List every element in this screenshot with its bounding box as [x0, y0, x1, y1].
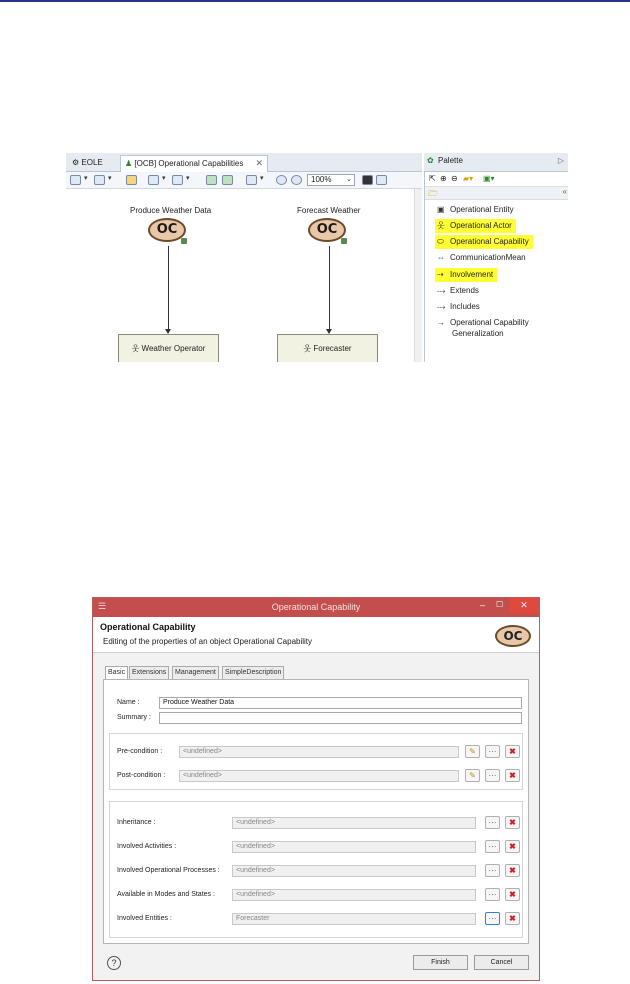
involved-processes-field[interactable]: <undefined> [232, 865, 476, 877]
involvement-link[interactable] [329, 246, 330, 333]
arrow-icon: ⇢ [437, 270, 444, 279]
grid-icon[interactable] [376, 175, 387, 185]
palette-item-label: Operational Entity [450, 205, 514, 214]
inheritance-label: Inheritance : [117, 819, 156, 826]
project-icon: ⚙ [72, 158, 82, 167]
finish-button[interactable]: Finish [413, 955, 468, 970]
ellipsis-icon: ··· [488, 747, 497, 756]
browse-activities-button[interactable] [485, 840, 500, 853]
delete-icon: ✖ [509, 747, 516, 756]
zoom-out-icon[interactable] [291, 175, 302, 185]
ellipsis-icon: ··· [488, 890, 497, 899]
tab-management[interactable]: Management [172, 666, 219, 679]
palette-drawer[interactable] [425, 187, 568, 200]
modes-states-label: Available in Modes and States : [117, 891, 215, 898]
summary-label: Summary : [117, 714, 151, 721]
delete-precondition-button[interactable] [505, 745, 520, 758]
involved-processes-label: Involved Operational Processes : [117, 867, 220, 874]
chevron-right-icon[interactable]: ▷ [557, 156, 564, 165]
browse-inheritance-button[interactable] [485, 816, 500, 829]
actor-label: Weather Operator [141, 344, 206, 353]
palette-item-operational-capability[interactable] [435, 235, 533, 249]
cancel-button[interactable]: Cancel [474, 955, 529, 970]
capability-icon: ⬭ [437, 237, 444, 246]
palette-item-label: CommunicationMean [450, 253, 526, 262]
involvement-link[interactable] [168, 246, 169, 333]
vertical-scrollbar[interactable] [414, 189, 422, 362]
palette-item-label: Extends [450, 286, 479, 295]
diagram-toolbar [66, 172, 422, 189]
folder-icon: 🗁 [428, 189, 438, 198]
ellipsis-icon: ··· [488, 914, 497, 923]
diagram-icon: ♟ [125, 159, 135, 168]
close-icon[interactable]: ✕ [255, 158, 263, 168]
palette-item-communication-mean[interactable] [435, 251, 530, 265]
zoom-value: 100% [311, 175, 332, 184]
modes-states-field[interactable]: <undefined> [232, 889, 476, 901]
dialog-title: Operational Capability [271, 602, 361, 612]
app-icon: ☰ [98, 601, 107, 611]
capability-node[interactable]: OC [148, 218, 186, 242]
delete-postcondition-button[interactable] [505, 769, 520, 782]
involved-entities-label: Involved Entities : [117, 915, 172, 922]
browse-entities-button[interactable] [485, 912, 500, 925]
entity-icon: ▣ [437, 205, 445, 214]
chevron-down-icon[interactable]: ▾ [108, 175, 112, 182]
tab-basic[interactable]: Basic [105, 666, 128, 679]
palette-tools [425, 172, 568, 187]
image-icon[interactable] [222, 175, 233, 185]
communication-icon: ⇔ [437, 253, 445, 262]
layout-icon[interactable] [70, 175, 81, 185]
diagram-editor [66, 153, 568, 362]
delete-activities-button[interactable] [505, 840, 520, 853]
actor-icon: 웃 [437, 221, 445, 230]
delete-icon: ✖ [509, 866, 516, 875]
tab-eole-label: EOLE [81, 158, 103, 167]
palette-header [424, 153, 568, 172]
dialog-header [93, 617, 539, 653]
camera-icon[interactable] [362, 175, 373, 185]
refresh-icon[interactable] [126, 175, 137, 185]
actor-label: Forecaster [313, 344, 352, 353]
actor-node[interactable] [118, 334, 219, 362]
select-icon[interactable]: ⇱ [429, 174, 436, 183]
chevron-down-icon[interactable]: ▾ [186, 175, 190, 182]
delete-processes-button[interactable] [505, 864, 520, 877]
involved-activities-label: Involved Activities : [117, 843, 177, 850]
tab-eole[interactable] [68, 155, 107, 172]
clipboard-icon[interactable] [246, 175, 257, 185]
palette-item-label: Operational Actor [450, 221, 512, 230]
pencil-icon: ✎ [469, 747, 476, 756]
chevron-down-icon[interactable]: ▾ [84, 175, 88, 182]
delete-entities-button[interactable] [505, 912, 520, 925]
delete-icon: ✖ [509, 890, 516, 899]
export-icon[interactable] [206, 175, 217, 185]
header-subtitle: Editing of the properties of an object Operational Capability [103, 637, 313, 646]
filter-icon[interactable] [94, 175, 105, 185]
basic-panel [103, 679, 529, 944]
precondition-field[interactable]: <undefined> [179, 746, 459, 758]
precondition-label: Pre-condition : [117, 748, 163, 755]
palette-icon: ✿ [427, 156, 434, 165]
inheritance-field[interactable]: <undefined> [232, 817, 476, 829]
delete-inheritance-button[interactable] [505, 816, 520, 829]
dialog-titlebar[interactable] [93, 598, 539, 617]
palette [424, 172, 568, 362]
palette-item-involvement[interactable] [435, 268, 497, 282]
delete-icon: ✖ [509, 842, 516, 851]
extends-icon: ⤏ [437, 286, 446, 295]
minimize-icon[interactable]: – [480, 600, 486, 610]
note-icon[interactable]: ▰▾ [463, 174, 474, 183]
palette-item-operational-entity[interactable] [435, 203, 518, 217]
zoom-select[interactable] [307, 174, 355, 186]
palette-item-label: Operational Capability [450, 237, 529, 246]
palette-item-extends[interactable] [435, 284, 483, 298]
name-field[interactable]: Produce Weather Data [159, 697, 522, 709]
edit-precondition-button[interactable] [465, 745, 480, 758]
tab-ocb-label: [OCB] Operational Capabilities [134, 159, 244, 168]
palette-item-label: Involvement [450, 270, 494, 279]
chevron-down-icon[interactable]: ▾ [162, 175, 166, 182]
page-top-rule [0, 0, 630, 2]
capability-label: Produce Weather Data [130, 206, 212, 215]
palette-item-label: Includes [450, 302, 480, 311]
browse-modes-button[interactable] [485, 888, 500, 901]
palette-title: Palette [438, 156, 463, 165]
browse-processes-button[interactable] [485, 864, 500, 877]
new-element-icon[interactable]: ▣▾ [483, 174, 495, 183]
decorator-icon [181, 238, 187, 244]
generalization-icon: → [437, 318, 445, 327]
tab-simple-description[interactable]: SimpleDescription [222, 666, 284, 679]
decorator-icon [341, 238, 347, 244]
actor-node[interactable] [277, 334, 378, 362]
properties-dialog [92, 597, 540, 981]
edit-postcondition-button[interactable] [465, 769, 480, 782]
maximize-icon[interactable]: ☐ [496, 600, 504, 609]
help-button[interactable] [107, 956, 121, 970]
tab-ocb[interactable] [120, 155, 268, 172]
ellipsis-icon: ··· [488, 842, 497, 851]
connector-icon[interactable] [172, 175, 183, 185]
palette-item-operational-actor[interactable] [435, 219, 516, 233]
delete-icon: ✖ [509, 818, 516, 827]
delete-modes-button[interactable] [505, 888, 520, 901]
actor-icon: 웃 [303, 344, 314, 353]
pencil-icon: ✎ [469, 771, 476, 780]
zoom-in-icon[interactable] [276, 175, 287, 185]
postcondition-field[interactable]: <undefined> [179, 770, 459, 782]
close-icon[interactable]: ✕ [510, 598, 538, 613]
involved-activities-field[interactable]: <undefined> [232, 841, 476, 853]
browse-precondition-button[interactable] [485, 745, 500, 758]
editor-tab-bar [66, 153, 422, 172]
ellipsis-icon: ··· [488, 818, 497, 827]
zoom-in-icon[interactable]: ⊕ [440, 174, 447, 183]
involved-entities-field[interactable]: Forecaster [232, 913, 476, 925]
tab-extensions[interactable]: Extensions [129, 666, 169, 679]
chevron-down-icon[interactable]: ▾ [260, 175, 264, 182]
delete-icon: ✖ [509, 914, 516, 923]
ellipsis-icon: ··· [488, 771, 497, 780]
browse-postcondition-button[interactable] [485, 769, 500, 782]
summary-field[interactable] [159, 712, 522, 724]
capability-label: Forecast Weather [297, 206, 361, 215]
ellipsis-icon: ··· [488, 866, 497, 875]
capability-node[interactable]: OC [308, 218, 346, 242]
palette-item-label-continuation: Generalization [452, 329, 504, 338]
name-label: Name : [117, 699, 140, 706]
help-icon: ? [111, 958, 117, 968]
actor-icon: 웃 [131, 344, 142, 353]
palette-item-includes[interactable] [435, 300, 484, 314]
header-title: Operational Capability [100, 622, 196, 632]
delete-icon: ✖ [509, 771, 516, 780]
includes-icon: ⤏ [437, 302, 446, 311]
capability-badge-icon: OC [495, 625, 531, 647]
collapse-icon[interactable]: « [562, 187, 567, 196]
diagram-canvas[interactable] [66, 189, 414, 362]
select-icon[interactable] [148, 175, 159, 185]
zoom-out-icon[interactable]: ⊖ [451, 174, 458, 183]
postcondition-label: Post-condition : [117, 772, 166, 779]
chevron-down-icon: ⌄ [346, 176, 352, 183]
palette-item-label: Operational Capability [450, 318, 529, 327]
